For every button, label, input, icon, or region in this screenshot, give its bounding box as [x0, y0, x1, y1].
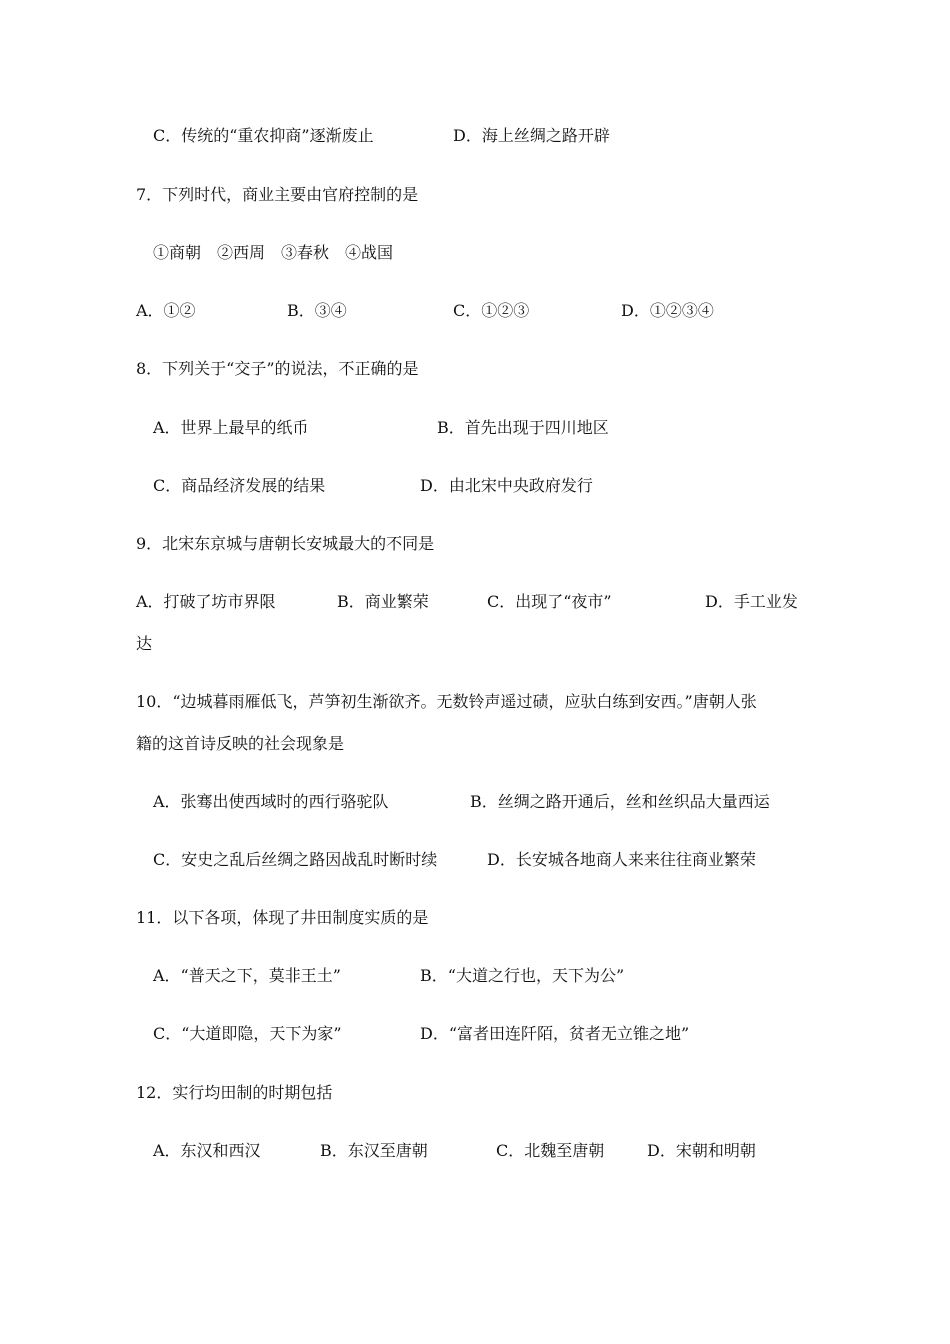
q7-option-b: B．③④ [287, 301, 347, 320]
q12-option-c: C．北魏至唐朝 [496, 1141, 605, 1160]
q8-option-a: A．世界上最早的纸币 [153, 418, 309, 437]
q12-option-a: A．东汉和西汉 [153, 1141, 261, 1160]
q10-option-a: A．张骞出使西域时的西行骆驼队 [153, 792, 389, 811]
q11-option-b: B．“大道之行也，天下为公” [420, 966, 625, 985]
q6-option-c: C．传统的“重农抑商”逐渐废止 [153, 126, 374, 145]
q9-option-d-continued: 达 [136, 634, 153, 653]
q7-option-a: A．①② [136, 301, 196, 320]
q10-stem-line1: 10．“边城暮雨雁低飞，芦笋初生渐欲齐。无数铃声遥过碛，应驮白练到安西。”唐朝人张 [136, 692, 757, 711]
q11-option-a: A．“普天之下，莫非王土” [153, 966, 341, 985]
q10-option-d: D．长安城各地商人来来往往商业繁荣 [487, 850, 756, 869]
q7-option-d: D．①②③④ [621, 301, 714, 320]
q8-option-b: B．首先出现于四川地区 [437, 418, 609, 437]
q11-option-d: D．“富者田连阡陌，贫者无立锥之地” [420, 1024, 690, 1043]
q11-option-c: C．“大道即隐，天下为家” [153, 1024, 342, 1043]
q7-items: ①商朝 ②西周 ③春秋 ④战国 [153, 243, 394, 262]
q12-stem: 12．实行均田制的时期包括 [136, 1083, 333, 1102]
q8-option-c: C．商品经济发展的结果 [153, 476, 326, 495]
q12-option-b: B．东汉至唐朝 [320, 1141, 428, 1160]
q10-option-b: B．丝绸之路开通后，丝和丝织品大量西运 [470, 792, 770, 811]
q7-option-c: C．①②③ [453, 301, 530, 320]
q9-option-a: A．打破了坊市界限 [136, 592, 276, 611]
q10-option-c: C．安史之乱后丝绸之路因战乱时断时续 [153, 850, 438, 869]
q12-option-d: D．宋朝和明朝 [647, 1141, 756, 1160]
q9-option-c: C．出现了“夜市” [487, 592, 612, 611]
q10-stem-line2: 籍的这首诗反映的社会现象是 [136, 734, 345, 753]
q8-stem: 8．下列关于“交子”的说法，不正确的是 [136, 359, 419, 378]
q9-option-d: D．手工业发 [705, 592, 798, 611]
q6-option-d: D．海上丝绸之路开辟 [453, 126, 610, 145]
q8-option-d: D．由北宋中央政府发行 [420, 476, 593, 495]
q11-stem: 11．以下各项，体现了井田制度实质的是 [136, 908, 429, 927]
q9-stem: 9．北宋东京城与唐朝长安城最大的不同是 [136, 534, 435, 553]
q9-option-b: B．商业繁荣 [337, 592, 429, 611]
q7-stem: 7．下列时代，商业主要由官府控制的是 [136, 185, 419, 204]
